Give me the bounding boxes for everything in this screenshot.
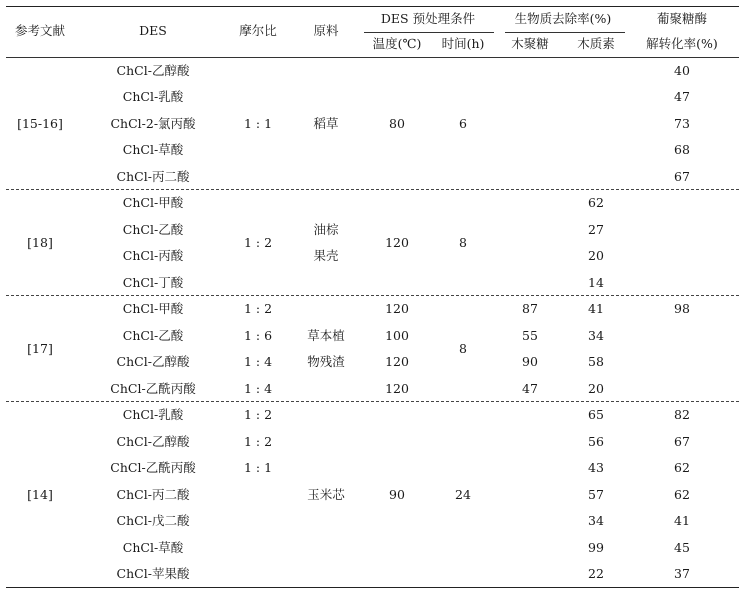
row-molar-ratio: 1 : 6 — [243, 328, 273, 343]
row-glucose: 73 — [674, 116, 690, 131]
row-des: ChCl-乳酸 — [122, 89, 184, 104]
header-pretreat-conditions: DES 预处理条件 — [380, 11, 476, 26]
row-lignin: 20 — [588, 381, 604, 396]
group-divider-3 — [6, 401, 739, 402]
row-molar-ratio: 1 : 2 — [243, 301, 273, 316]
row-lignin: 65 — [588, 407, 604, 422]
row-lignin: 22 — [588, 566, 604, 581]
header-glucose-line2: 解转化率(%) — [646, 36, 718, 51]
row-lignin: 34 — [588, 328, 604, 343]
row-glucose: 98 — [674, 301, 690, 316]
row-temperature: 120 — [385, 354, 409, 369]
row-temperature: 120 — [385, 301, 409, 316]
group-ref: [17] — [27, 341, 53, 356]
row-lignin: 27 — [588, 222, 604, 237]
row-des: ChCl-乙醇酸 — [116, 434, 190, 449]
group-material: 稻草 — [313, 116, 339, 131]
row-molar-ratio: 1 : 1 — [243, 460, 273, 475]
row-lignin: 34 — [588, 513, 604, 528]
header-removal-rate: 生物质去除率(%) — [514, 11, 612, 26]
header-temperature: 温度(℃) — [372, 36, 422, 51]
row-des: ChCl-草酸 — [122, 142, 184, 157]
group-molar-ratio: 1 : 2 — [243, 235, 273, 250]
row-molar-ratio: 1 : 4 — [243, 354, 273, 369]
row-glucose: 82 — [674, 407, 690, 422]
row-lignin: 20 — [588, 248, 604, 263]
group-material: 玉米芯 — [307, 487, 345, 502]
row-glucose: 47 — [674, 89, 690, 104]
row-des: ChCl-2-氯丙酸 — [110, 116, 196, 131]
row-des: ChCl-乙酰丙酸 — [110, 460, 196, 475]
group-temperature: 90 — [389, 487, 405, 502]
row-lignin: 62 — [588, 195, 604, 210]
header-ref: 参考文献 — [14, 23, 66, 38]
row-glucose: 41 — [674, 513, 690, 528]
row-lignin: 43 — [588, 460, 604, 475]
row-lignin: 58 — [588, 354, 604, 369]
row-des: ChCl-乳酸 — [122, 407, 184, 422]
row-des: ChCl-丁酸 — [122, 275, 184, 290]
group-ref: [18] — [27, 235, 53, 250]
group-temperature: 120 — [385, 235, 409, 250]
group-material: 物残渣 — [307, 354, 345, 369]
row-lignin: 57 — [588, 487, 604, 502]
row-des: ChCl-甲酸 — [122, 195, 184, 210]
group-time: 8 — [459, 235, 467, 250]
row-molar-ratio: 1 : 2 — [243, 434, 273, 449]
row-xylan: 90 — [522, 354, 538, 369]
row-glucose: 67 — [674, 169, 690, 184]
group-molar-ratio: 1 : 1 — [243, 116, 273, 131]
row-glucose: 67 — [674, 434, 690, 449]
row-molar-ratio: 1 : 2 — [243, 407, 273, 422]
row-temperature: 120 — [385, 381, 409, 396]
row-lignin: 14 — [588, 275, 604, 290]
row-glucose: 62 — [674, 460, 690, 475]
group-time: 6 — [459, 116, 467, 131]
row-des: ChCl-乙酰丙酸 — [110, 381, 196, 396]
group-material: 油棕 — [313, 222, 339, 237]
header-rule — [6, 57, 739, 58]
row-des: ChCl-草酸 — [122, 540, 184, 555]
row-des: ChCl-丙二酸 — [116, 487, 190, 502]
row-des: ChCl-乙酸 — [122, 222, 184, 237]
bottom-rule — [6, 587, 739, 588]
header-molar-ratio: 摩尔比 — [239, 23, 277, 38]
header-material: 原料 — [313, 23, 339, 38]
row-des: ChCl-丙二酸 — [116, 169, 190, 184]
group-ref: [14] — [27, 487, 53, 502]
header-des: DES — [139, 23, 167, 38]
group-time: 24 — [455, 487, 471, 502]
group-material: 果壳 — [313, 248, 339, 263]
row-des: ChCl-乙醇酸 — [116, 354, 190, 369]
row-lignin: 41 — [588, 301, 604, 316]
row-xylan: 87 — [522, 301, 538, 316]
row-lignin: 99 — [588, 540, 604, 555]
header-glucose-line1: 葡聚糖酶 — [656, 11, 708, 26]
row-lignin: 56 — [588, 434, 604, 449]
row-des: ChCl-甲酸 — [122, 301, 184, 316]
row-molar-ratio: 1 : 4 — [243, 381, 273, 396]
row-xylan: 55 — [522, 328, 538, 343]
row-des: ChCl-乙醇酸 — [116, 63, 190, 78]
group-time: 8 — [459, 341, 467, 356]
group-ref: [15-16] — [17, 116, 63, 131]
row-des: ChCl-苹果酸 — [116, 566, 190, 581]
row-xylan: 47 — [522, 381, 538, 396]
header-lignin: 木质素 — [577, 36, 615, 51]
removal-subrule — [505, 32, 625, 33]
group-divider-1 — [6, 189, 739, 190]
header-xylan: 木聚糖 — [511, 36, 549, 51]
header-time: 时间(h) — [441, 36, 485, 51]
group-material: 草本植 — [307, 328, 345, 343]
row-des: ChCl-丙酸 — [122, 248, 184, 263]
top-rule — [6, 6, 739, 7]
row-glucose: 68 — [674, 142, 690, 157]
row-glucose: 62 — [674, 487, 690, 502]
row-temperature: 100 — [385, 328, 409, 343]
group-divider-2 — [6, 295, 739, 296]
row-des: ChCl-戊二酸 — [116, 513, 190, 528]
pretreat-subrule — [364, 32, 494, 33]
row-glucose: 40 — [674, 63, 690, 78]
group-temperature: 80 — [389, 116, 405, 131]
row-glucose: 45 — [674, 540, 690, 555]
row-des: ChCl-乙酸 — [122, 328, 184, 343]
row-glucose: 37 — [674, 566, 690, 581]
